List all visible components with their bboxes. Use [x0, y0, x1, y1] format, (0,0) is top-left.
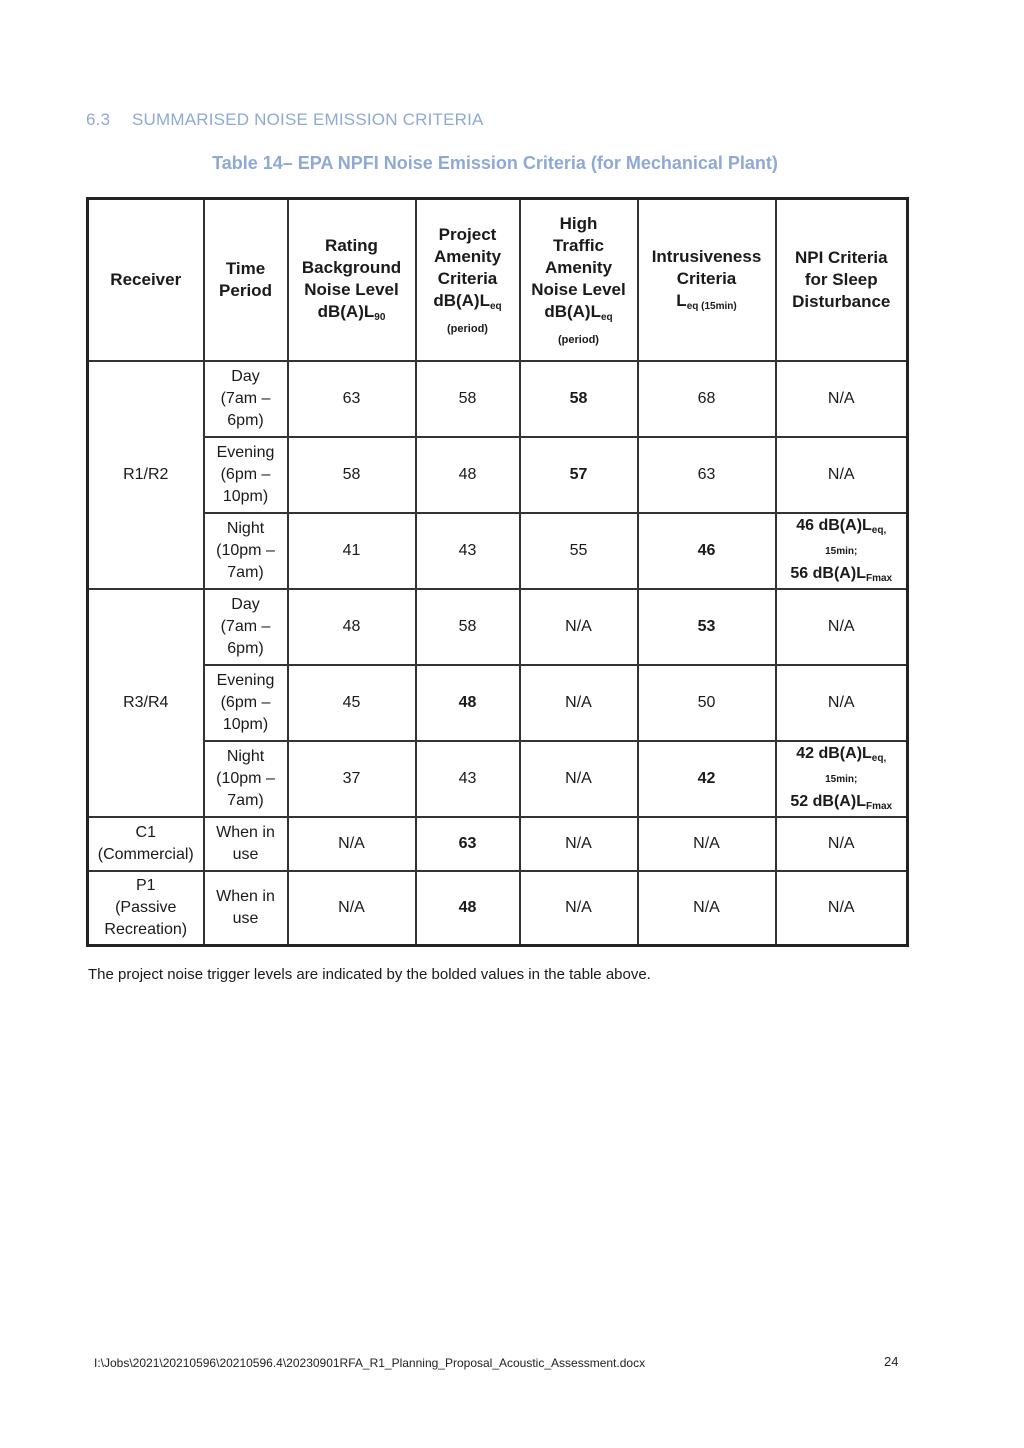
section-number: 6.3 [86, 110, 111, 129]
period-cell: Day (7am – 6pm) [204, 361, 288, 437]
receiver-cell: R3/R4 [88, 589, 204, 817]
table-row [88, 437, 908, 513]
header-project-amenity: Project Amenity Criteria dB(A)Leq (period) [416, 199, 520, 362]
traffic-cell: N/A [520, 741, 638, 817]
table-row [88, 513, 908, 589]
rbl-cell: N/A [288, 871, 416, 946]
amenity-cell: 43 [416, 513, 520, 589]
amenity-cell: 48 [416, 665, 520, 741]
table-caption: Table 14– EPA NPFI Noise Emission Criteria (for Mechanical Plant) [212, 153, 778, 173]
table-row [88, 589, 908, 665]
section-title: SUMMARISED NOISE EMISSION CRITERIA [132, 110, 484, 129]
npi-cell: 42 dB(A)Leq, 15min; 52 dB(A)LFmax [776, 741, 908, 817]
table-row [88, 361, 908, 437]
npi-cell: N/A [776, 589, 908, 665]
amenity-cell: 58 [416, 589, 520, 665]
header-receiver: Receiver [88, 199, 204, 362]
intrusive-cell: 46 [638, 513, 776, 589]
traffic-cell: 57 [520, 437, 638, 513]
header-rbl: Rating Background Noise Level dB(A)L90 [288, 199, 416, 362]
receiver-cell: C1 (Commercial) [88, 817, 204, 871]
header-row [88, 199, 908, 362]
traffic-cell: 55 [520, 513, 638, 589]
header-intrusiveness: Intrusiveness Criteria Leq (15min) [638, 199, 776, 362]
rbl-cell: 63 [288, 361, 416, 437]
noise-criteria-table [86, 197, 909, 947]
rbl-cell: 58 [288, 437, 416, 513]
table-row [88, 741, 908, 817]
period-cell: Evening (6pm – 10pm) [204, 665, 288, 741]
intrusive-cell: N/A [638, 817, 776, 871]
receiver-cell: R1/R2 [88, 361, 204, 589]
amenity-cell: 63 [416, 817, 520, 871]
period-cell: When in use [204, 817, 288, 871]
rbl-cell: N/A [288, 817, 416, 871]
period-cell: Night (10pm – 7am) [204, 513, 288, 589]
period-cell: When in use [204, 871, 288, 946]
rbl-cell: 48 [288, 589, 416, 665]
header-high-traffic: High Traffic Amenity Noise Level dB(A)Leq (period) [520, 199, 638, 362]
footer-file-path: I:\Jobs\2021\20210596\20210596.4\20230901RFA_R1_Planning_Proposal_Acoustic_Assessment.docx [94, 1356, 646, 1370]
npi-cell: N/A [776, 871, 908, 946]
intrusive-cell: 53 [638, 589, 776, 665]
amenity-cell: 58 [416, 361, 520, 437]
amenity-cell: 48 [416, 871, 520, 946]
intrusive-cell: 63 [638, 437, 776, 513]
rbl-cell: 37 [288, 741, 416, 817]
rbl-cell: 41 [288, 513, 416, 589]
intrusive-cell: N/A [638, 871, 776, 946]
header-npi-sleep: NPI Criteria for Sleep Disturbance [776, 199, 908, 362]
table-note: The project noise trigger levels are indicated by the bolded values in the table above. [88, 966, 651, 983]
intrusive-cell: 50 [638, 665, 776, 741]
page-number: 24 [884, 1354, 899, 1369]
npi-cell: 46 dB(A)Leq, 15min; 56 dB(A)LFmax [776, 513, 908, 589]
amenity-cell: 48 [416, 437, 520, 513]
table-row [88, 817, 908, 871]
header-time-period: Time Period [204, 199, 288, 362]
table-row [88, 871, 908, 946]
intrusive-cell: 68 [638, 361, 776, 437]
npi-cell: N/A [776, 817, 908, 871]
period-cell: Day (7am – 6pm) [204, 589, 288, 665]
period-cell: Evening (6pm – 10pm) [204, 437, 288, 513]
traffic-cell: N/A [520, 817, 638, 871]
npi-cell: N/A [776, 665, 908, 741]
npi-cell: N/A [776, 361, 908, 437]
traffic-cell: 58 [520, 361, 638, 437]
traffic-cell: N/A [520, 871, 638, 946]
traffic-cell: N/A [520, 589, 638, 665]
rbl-cell: 45 [288, 665, 416, 741]
receiver-cell: P1 (Passive Recreation) [88, 871, 204, 946]
npi-cell: N/A [776, 437, 908, 513]
intrusive-cell: 42 [638, 741, 776, 817]
table-row [88, 665, 908, 741]
traffic-cell: N/A [520, 665, 638, 741]
section-heading [86, 110, 484, 130]
period-cell: Night (10pm – 7am) [204, 741, 288, 817]
amenity-cell: 43 [416, 741, 520, 817]
